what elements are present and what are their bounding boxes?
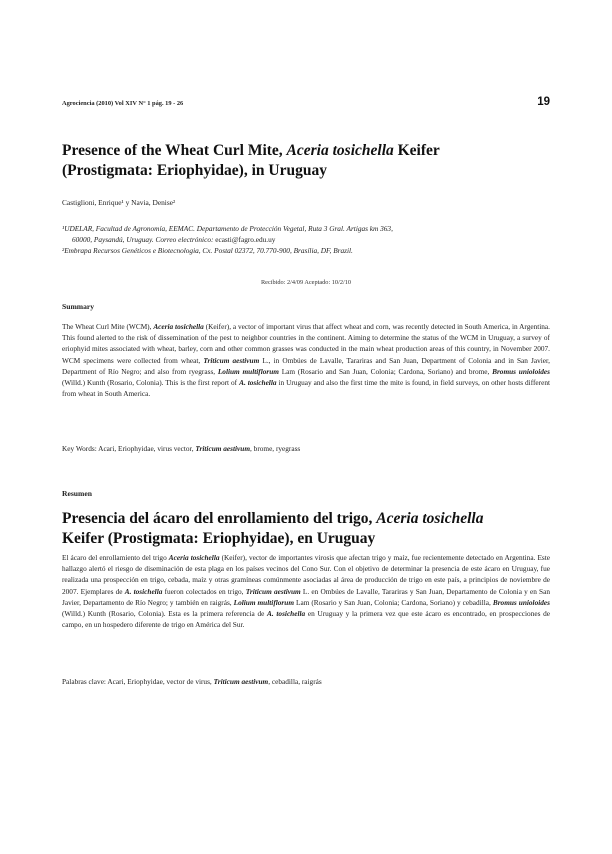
summary-keywords: Key Words: Acari, Eriophyidae, virus vector, Triticum aestivum, brome, ryegrass [62,444,301,453]
page-number: 19 [537,96,550,108]
email-link[interactable]: ecasti@fagro.edu.uy [215,235,276,244]
received-accepted: Recibido: 2/4/09 Aceptado: 10/2/10 [260,279,352,286]
summary-heading: Summary [62,302,95,311]
summary-paragraph: The Wheat Curl Mite (WCM), Aceria tosichella (Keifer), a vector of important virus that affect wheat and corn, was recently detected in South America, in Argentina. This found alerted to the risk of dissemination of the pest to neighbor countries in the continent. Aiming to determine the status of the WCM in Uruguay, a survey of eriophyid mites associated with wheat, barley, corn and other common grasses was conducted in the main wheat production areas of this country, in November 2007. WCM specimens were collected from wheat, Triticum aestivum L., in Ombúes de Lavalle, Tarariras and San Juan, Department of Colonia and in San Javier, Department of Río Negro; and also from ryegrass, Lolium multiflorum Lam (Rosario and San Juan, Colonia; Cardona, Soriano) and brome, Bromus unioloides (Willd.) Kunth (Rosario, Colonia). This is the first report of A. tosichella in Uruguay and also the first time the mite is found, in field surveys, on other hosts different from wheat in South America. [62,322,551,399]
authors: Castiglioni, Enrique¹ y Navia, Denise² [62,198,176,207]
title-species: Aceria tosichella [286,142,394,159]
resumen-heading: Resumen [62,489,92,498]
affiliations: ¹UDELAR, Facultad de Agronomía, EEMAC. Departamento de Protección Vegetal, Ruta 3 Gral. Artigas km 363, 60000, Paysandú, Uruguay. Correo electrónico: ecasti@fagro.edu.uy ²Embrapa Recursos Genéticos e Biotecnologia, Cx. Postal 02372, 70.770-900, Brasília, DF, Brazil. [62,224,393,255]
english-title: Presence of the Wheat Curl Mite, Aceria tosichella Keifer (Prostigmata: Eriophyidae), in Uruguay [62,142,440,179]
resumen-paragraph: El ácaro del enrollamiento del trigo Aceria tosichella (Keifer), vector de importantes virosis que afectan trigo y maíz, fue recientemente detectado en Argentina. Este hallazgo alertó el riesgo de diseminación de esta plaga en los países vecinos del Cono Sur. Con el objetivo de determinar la presencia de este ácaro en Uruguay, fue realizada una prospección en trigo, cebada, maíz y otras gramíneas comúnmente asociadas al área de producción de trigo en este país, a principios de noviembre de 2007. Ejemplares de A. tosichella fueron colectados en trigo, Triticum aestivum L. en Ombúes de Lavalle, Tarariras y San Juan, Departamento de Colonia y en San Javier, Departamento de Río Negro; y también en raigrás, Lolium multiflorum Lam (Rosario y San Juan, Colonia; Cardona, Soriano) y cebadilla, Bromus unioloides (Willd.) Kunth (Rosario, Colonia). Esta es la primera referencia de A. tosichella en Uruguay y la primera vez que este ácaro es encontrado, en prospecciones de campo, en un hospedero diferente de trigo en América del Sur. [62,553,551,630]
resumen-keywords: Palabras clave: Acari, Eriophyidae, vector de virus, Triticum aestivum, cebadilla, raigrás [62,677,322,686]
running-head: Agrociencia (2010) Vol XIV N° 1 pág. 19 - 26 [62,100,184,107]
spanish-title: Presencia del ácaro del enrollamiento del trigo, Aceria tosichella Keifer (Prostigmata: Eriophyidae), en Uruguay [62,510,484,547]
